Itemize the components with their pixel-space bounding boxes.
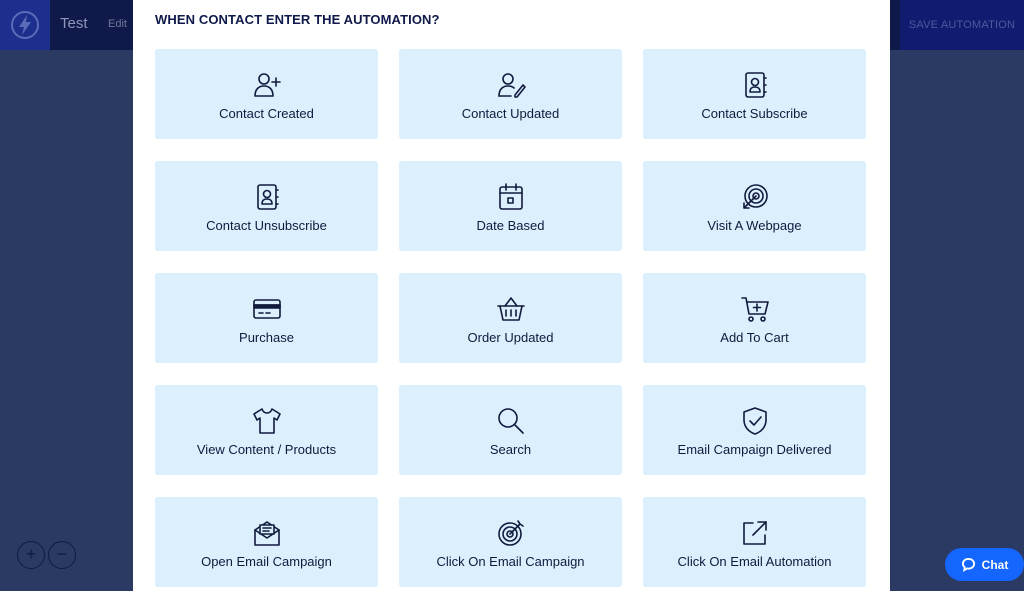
basket-icon — [494, 292, 528, 326]
option-contact-unsubscribe[interactable] — [155, 161, 378, 251]
credit-card-icon — [250, 292, 284, 326]
option-date-based[interactable] — [399, 161, 622, 251]
option-order-updated[interactable] — [399, 273, 622, 363]
option-add-to-cart[interactable] — [643, 273, 866, 363]
option-email-campaign-delivered[interactable] — [643, 385, 866, 475]
modal-heading: WHEN CONTACT ENTER THE AUTOMATION? — [155, 12, 440, 27]
option-label: View Content / Products — [196, 441, 337, 457]
option-label: Email Campaign Delivered — [677, 441, 832, 457]
option-label: Contact Updated — [461, 105, 560, 121]
option-contact-created[interactable] — [155, 49, 378, 139]
option-click-email-campaign[interactable] — [399, 497, 622, 587]
option-label: Order Updated — [467, 329, 554, 345]
option-visit-webpage[interactable] — [643, 161, 866, 251]
external-link-icon — [738, 516, 772, 550]
option-label: Purchase — [239, 329, 294, 345]
chat-label: Chat — [981, 557, 1009, 572]
option-contact-subscribe[interactable] — [643, 49, 866, 139]
option-contact-updated[interactable] — [399, 49, 622, 139]
option-open-email-campaign[interactable] — [155, 497, 378, 587]
lightning-logo-icon — [10, 10, 40, 40]
option-purchase[interactable] — [155, 273, 378, 363]
zoom-out-button[interactable]: − — [48, 541, 76, 569]
option-label: Contact Unsubscribe — [206, 217, 327, 233]
cart-plus-icon — [738, 292, 772, 326]
zoom-in-button[interactable]: + — [17, 541, 45, 569]
chat-bubble-icon — [961, 557, 976, 572]
bullseye-icon — [494, 516, 528, 550]
option-label: Search — [489, 441, 532, 457]
search-icon — [494, 404, 528, 438]
option-search[interactable] — [399, 385, 622, 475]
user-edit-icon — [494, 68, 528, 102]
option-label: Click On Email Automation — [677, 553, 832, 569]
option-label: Click On Email Campaign — [436, 553, 585, 569]
chat-button[interactable] — [945, 548, 1024, 581]
option-label: Contact Created — [219, 105, 314, 121]
user-plus-icon — [250, 68, 284, 102]
app-logo[interactable] — [0, 0, 50, 50]
calendar-icon — [494, 180, 528, 214]
trigger-options-grid — [155, 49, 866, 587]
automation-title[interactable]: Test — [60, 15, 88, 32]
option-view-content-products[interactable] — [155, 385, 378, 475]
option-label: Open Email Campaign — [201, 553, 332, 569]
shield-check-icon — [738, 404, 772, 438]
contact-book-icon — [250, 180, 284, 214]
option-label: Add To Cart — [720, 329, 789, 345]
trigger-selection-modal — [133, 0, 890, 591]
open-envelope-icon — [250, 516, 284, 550]
target-cursor-icon — [738, 180, 772, 214]
option-label: Contact Subscribe — [701, 105, 808, 121]
contact-book-icon — [738, 68, 772, 102]
tshirt-icon — [250, 404, 284, 438]
option-click-email-automation[interactable] — [643, 497, 866, 587]
save-automation-button[interactable]: SAVE AUTOMATION — [900, 0, 1024, 50]
edit-title-link[interactable]: Edit — [108, 18, 127, 30]
option-label: Date Based — [476, 217, 545, 233]
option-label: Visit A Webpage — [707, 217, 802, 233]
